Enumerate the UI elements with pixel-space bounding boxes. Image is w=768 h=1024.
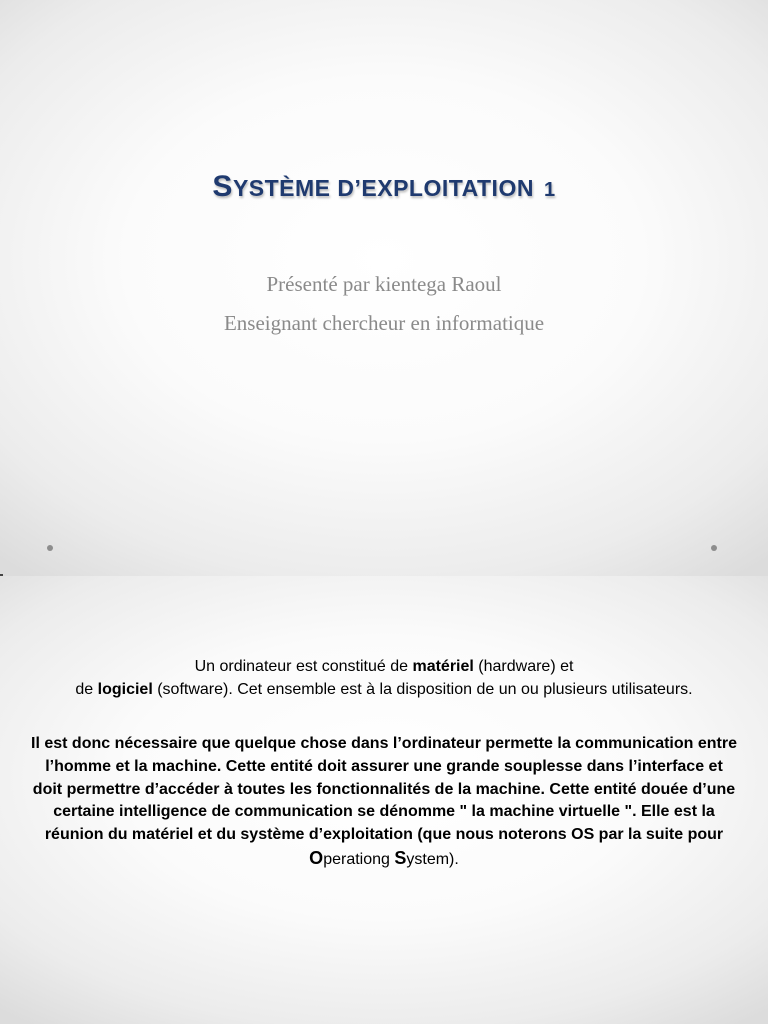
slide-title	[0, 170, 768, 204]
para2-text-a: Il est donc nécessaire que quelque chose dans l’ordinateur permette la communication entre l’homme et la machine. Cette entité doit assurer une grande souplesse dans l’interface et doit permettre d’accéder à toutes les fonctionnalités de la machine. Cette entité douée d’une certaine intelligence de communication se dénomme " la machine virtuelle ". Elle est la réunion du matériel et du système d’exploitation (que nous noterons OS par la suite pour	[31, 735, 737, 844]
para2-text-b: perationg	[323, 850, 395, 868]
para1-text-a: Un ordinateur est constitué de	[194, 658, 413, 675]
decorative-dot-left	[47, 545, 53, 551]
para2-initial-s: S	[394, 847, 407, 868]
keyword-logiciel: logiciel	[97, 681, 153, 698]
title-initial-e: E	[361, 175, 378, 201]
title-part-1: YSTÈME D	[232, 175, 355, 201]
para2-text-c: ystem).	[406, 850, 459, 868]
para2-initial-o: O	[309, 847, 324, 868]
title-apostrophe: ’	[354, 175, 362, 201]
machine-virtuelle-paragraph	[30, 733, 738, 872]
presenter-role-line: Enseignant chercheur en informatique	[223, 311, 545, 335]
content-slide	[0, 576, 768, 1024]
title-initial-s: S	[212, 170, 233, 203]
decorative-dot-right	[711, 545, 717, 551]
title-number: 1	[543, 179, 556, 201]
keyword-materiel: matériel	[412, 658, 474, 675]
para1-text-c: (hardware) et	[473, 658, 574, 675]
presenter-line: Présenté par kientega Raoul	[266, 272, 502, 296]
intro-paragraph	[30, 655, 738, 701]
para1-text-f: (software). Cet ensemble est à la disposition de un ou plusieurs utilisateurs.	[152, 681, 693, 698]
title-part-2: XPLOITATION	[377, 175, 534, 201]
para1-text-d: de	[75, 681, 98, 698]
